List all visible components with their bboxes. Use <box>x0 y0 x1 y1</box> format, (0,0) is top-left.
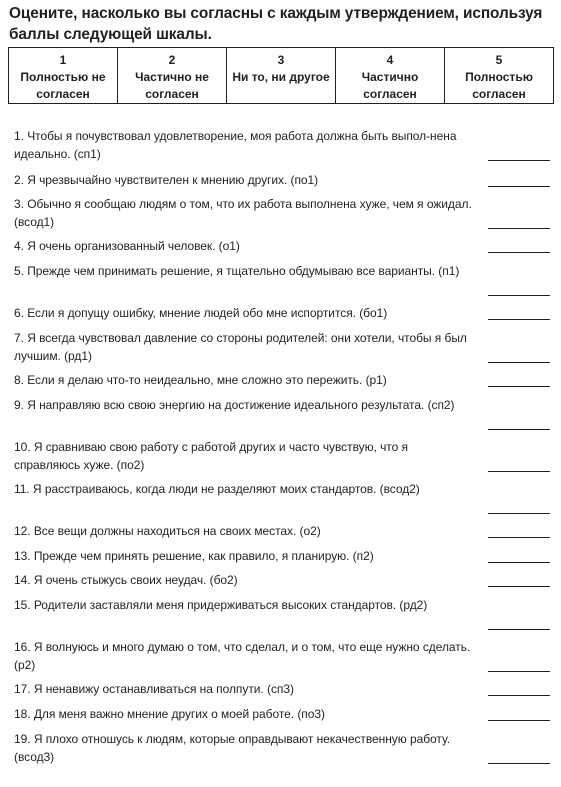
rating-scale-row <box>9 48 554 104</box>
scale-cell <box>9 48 118 104</box>
statement-text: 8. Если я делаю что-то неидеально, мне сложно это пережить. (р1) <box>14 373 387 387</box>
statement-text: 10. Я сравниваю свою работу с работой других и часто чувствую, что я справляюсь хуже. (по2) <box>14 440 408 472</box>
statement-text: 4. Я очень организованный человек. (о1) <box>14 239 240 253</box>
scale-label: Частично согласен <box>361 70 419 101</box>
answer-blank[interactable] <box>488 471 550 472</box>
scale-cell <box>336 48 445 104</box>
answer-blank[interactable] <box>488 562 550 563</box>
answer-blank[interactable] <box>488 537 550 538</box>
scale-label: Ни то, ни другое <box>232 70 330 84</box>
answer-blank[interactable] <box>488 160 550 161</box>
statement-text: 1. Чтобы я почувствовал удовлетворение, моя работа должна быть выпол-нена идеально. (сп1) <box>14 129 457 161</box>
statement-text: 14. Я очень стыжусь своих неудач. (бо2) <box>14 573 238 587</box>
answer-blank[interactable] <box>488 186 550 187</box>
statement-text: 6. Если я допущу ошибку, мнение людей обо мне испортится. (бо1) <box>14 306 388 320</box>
scale-value: 3 <box>277 53 285 67</box>
statement-text: 11. Я расстраиваюсь, когда люди не разделяют моих стандартов. (всод2) <box>14 482 420 496</box>
statement-text: 16. Я волнуюсь и много думаю о том, что сделал, и о том, что еще нужно сделать. (р2) <box>14 640 471 672</box>
answer-blank[interactable] <box>488 252 550 253</box>
answer-blank[interactable] <box>488 629 550 630</box>
answer-blank[interactable] <box>488 720 550 721</box>
scale-value: 2 <box>168 53 176 67</box>
statement-text: 18. Для меня важно мнение других о моей работе. (по3) <box>14 707 325 721</box>
scale-value: 4 <box>386 53 394 67</box>
statement-text: 12. Все вещи должны находиться на своих местах. (о2) <box>14 524 321 538</box>
answer-blank[interactable] <box>488 763 550 764</box>
instruction-heading: Оцените, насколько вы согласны с каждым утверждением, используя баллы следующей шкалы. <box>9 5 543 43</box>
answer-blank[interactable] <box>488 513 550 514</box>
answer-blank[interactable] <box>488 362 550 363</box>
scale-value: 5 <box>495 53 503 67</box>
statement-text: 2. Я чрезвычайно чувствителен к мнению других. (по1) <box>14 173 319 187</box>
statement-text: 3. Обычно я сообщаю людям о том, что их работа выполнена хуже, чем я ожидал. (всод1) <box>14 197 472 229</box>
statement-text: 9. Я направляю всю свою энергию на достижение идеального результата. (сп2) <box>14 398 455 412</box>
scale-cell <box>445 48 554 104</box>
answer-blank[interactable] <box>488 228 550 229</box>
answer-blank[interactable] <box>488 295 550 296</box>
statement-text: 19. Я плохо отношусь к людям, которые оправдывают некачественную работу. (всод3) <box>14 732 451 764</box>
statement-text: 17. Я ненавижу останавливаться на полпути. (сп3) <box>14 682 294 696</box>
scale-cell <box>118 48 227 104</box>
statement-text: 13. Прежде чем принять решение, как правило, я планирую. (п2) <box>14 549 374 563</box>
statement-text: 7. Я всегда чувствовал давление со стороны родителей: они хотели, чтобы я был лучшим. (рд1) <box>14 331 467 363</box>
answer-blank[interactable] <box>488 386 550 387</box>
answer-blank[interactable] <box>488 319 550 320</box>
answer-blank[interactable] <box>488 671 550 672</box>
scale-value: 1 <box>59 53 67 67</box>
scale-cell <box>227 48 336 104</box>
rating-scale-table <box>8 47 554 104</box>
statement-text: 15. Родители заставляли меня придерживаться высоких стандартов. (рд2) <box>14 598 428 612</box>
answer-blank[interactable] <box>488 429 550 430</box>
scale-label: Полностью согласен <box>465 70 533 101</box>
statement-text: 5. Прежде чем принимать решение, я тщательно обдумываю все варианты. (п1) <box>14 264 460 278</box>
answer-blank[interactable] <box>488 586 550 587</box>
scale-label: Полностью не согласен <box>20 70 106 101</box>
scale-label: Частично не согласен <box>135 70 209 101</box>
answer-blank[interactable] <box>488 695 550 696</box>
